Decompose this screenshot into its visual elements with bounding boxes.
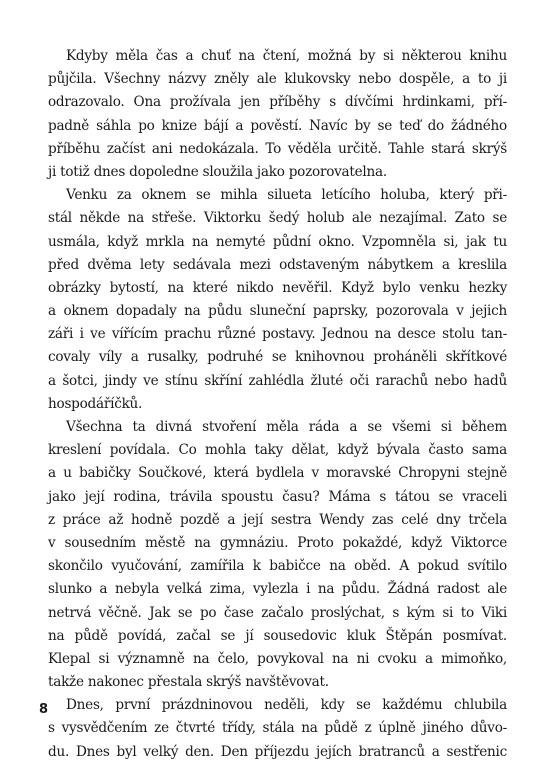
text-line: du. Dnes byl velký den. Den příjezdu jejích bratranců a sestřenic: [48, 743, 507, 760]
text-line: jako její rodina, trávila spoustu času? Máma s tátou se vraceli: [48, 488, 507, 505]
text-line: půjčila. Všechny názvy zněly ale klukovsky nebo dospěle, a to ji: [48, 71, 507, 88]
text-line: záři i ve vířícím prachu různé postavy. Jednou na desce stolu tan-: [48, 326, 507, 343]
text-line: a u babičky Součkové, která bydlela v moravské Chropyni stejně: [48, 465, 507, 482]
text-line: skončilo vyučování, zamířila k babičce na oběd. A pokud svítilo: [48, 558, 507, 575]
text-line: příběhu začíst ani nedokázala. To věděla určitě. Tahle stará skrýš: [48, 140, 507, 157]
paragraph-3: [48, 416, 507, 694]
text-line: Dnes, první prázdninovou neděli, kdy se každému chlubila: [66, 697, 507, 714]
text-line: na půdě povídá, začal se jí sousedovic kluk Štěpán posmívat.: [48, 627, 507, 644]
text-line: Všechna ta divná stvoření měla ráda a se všemi si během: [66, 419, 507, 435]
page-body: [48, 45, 507, 764]
text-line: slunko a nebyla velká zima, vylezla i na půdu. Žádná radost ale: [48, 581, 507, 598]
text-line: usmála, když mrkla na nemyté půdní okno. Vzpomněla si, jak tu: [48, 233, 507, 250]
text-line: s vysvědčením ze čtvrté třídy, stála na půdě z úplně jiného důvo-: [48, 720, 507, 737]
text-line: netrvá věčně. Jak se po čase začalo proslýchat, s kým si to Viki: [48, 604, 507, 621]
text-line: Klepal si významně na čelo, povykoval na ni cvoku a mimoňko,: [48, 650, 507, 667]
text-line: hospodáříčků.: [48, 395, 143, 412]
text-line: odrazovalo. Ona prožívala jen příběhy s dívčími hrdinkami, pří-: [48, 94, 507, 111]
text-line: a oknem dopadaly na půdu sluneční paprsky, pozorovala v jejich: [48, 303, 507, 320]
text-line: v sousedním městě na gymnáziu. Proto pokaždé, když Viktorce: [48, 534, 507, 551]
text-line: kreslení povídala. Co mohla taky dělat, když bývala často sama: [48, 442, 507, 459]
paragraph-2: [48, 184, 507, 416]
text-line: obrázky bytostí, na které nikdo nevěřil. Když bylo venku hezky: [48, 279, 507, 296]
text-line: před dvěma lety sedávala mezi odstaveným nábytkem a kreslila: [48, 256, 507, 273]
page-number: 8: [39, 702, 49, 717]
text-line: ji totiž dnes dopoledne sloužila jako pozorovatelna.: [48, 163, 387, 180]
text-line: stál někde na střeše. Viktorku šedý holub ale nezajímal. Zato se: [48, 210, 507, 227]
text-line: a šotci, jindy ve stínu skříní zahlédla žluté oči rarachů nebo hadů: [48, 372, 507, 389]
paragraph-4: [48, 694, 507, 764]
text-line: Kdyby měla čas a chuť na čtení, možná by si některou knihu: [66, 48, 507, 64]
paragraph-1: [48, 45, 507, 184]
text-line: takže nakonec přestala skrýš navštěvovat.: [48, 674, 329, 691]
text-line: Venku za oknem se mihla silueta letícího holuba, který při-: [66, 187, 507, 204]
text-line: z práce až hodně pozdě a její sestra Wendy zas celé dny trčela: [48, 511, 507, 528]
text-line: padně sáhla po knize bájí a pověstí. Navíc by se teď do žádného: [48, 117, 507, 134]
text-line: covaly víly a rusalky, podruhé se knihovnou proháněli skřítkové: [48, 349, 507, 366]
